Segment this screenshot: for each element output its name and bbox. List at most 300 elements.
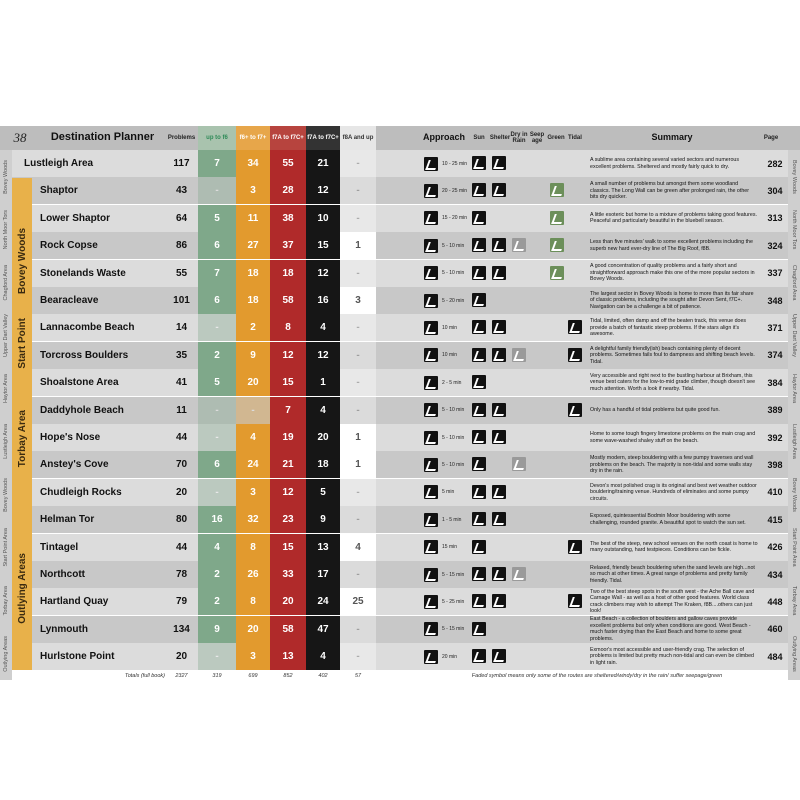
walker-icon xyxy=(424,266,438,280)
cell-g3: 12 xyxy=(270,342,306,369)
totals-row xyxy=(12,671,788,681)
shelter-icon xyxy=(492,649,506,663)
cell-g3: 37 xyxy=(270,232,306,259)
cell-g3: 20 xyxy=(270,588,306,615)
side-tab-label: North Moor Tors xyxy=(791,209,797,250)
approach-cell xyxy=(420,643,468,670)
side-tab-7[interactable] xyxy=(788,521,800,574)
cell-g4: 4 xyxy=(306,397,340,424)
cell-g2: 4 xyxy=(236,424,270,451)
crag-name: Chudleigh Rocks xyxy=(40,486,122,498)
header-problems: Problems xyxy=(167,134,196,141)
page-ref[interactable]: 484 xyxy=(767,651,783,662)
cell-g1: 5 xyxy=(198,369,236,396)
side-tab-4[interactable] xyxy=(0,362,12,415)
cell-g5: - xyxy=(340,205,376,232)
crag-name: Lannacombe Beach xyxy=(40,322,135,334)
cell-g2: 8 xyxy=(236,534,270,561)
cell-g2: 8 xyxy=(236,588,270,615)
tidal-icon xyxy=(568,403,582,417)
header-shelter: Shelter xyxy=(489,134,511,141)
page-ref[interactable]: 448 xyxy=(767,596,783,607)
page-ref[interactable]: 398 xyxy=(767,459,783,470)
approach-cell xyxy=(420,177,468,204)
crag-name: Lynmouth xyxy=(40,623,88,635)
cell-g2: 3 xyxy=(236,479,270,506)
crag-name: Shoalstone Area xyxy=(40,377,119,389)
shelter-icon xyxy=(492,512,506,526)
page-ref[interactable]: 371 xyxy=(767,322,783,333)
cell-problems: 43 xyxy=(175,185,188,197)
cell-g2: 2 xyxy=(236,314,270,341)
crag-name: Rock Copse xyxy=(40,240,98,252)
approach-time: 5 - 15 min xyxy=(442,571,465,578)
totals-grade-5: 57 xyxy=(354,673,362,679)
cell-g1: 5 xyxy=(198,205,236,232)
cell-g5: - xyxy=(340,314,376,341)
page-ref[interactable]: 415 xyxy=(767,514,783,525)
side-tab-3[interactable] xyxy=(0,309,12,362)
tidal-icon xyxy=(568,320,582,334)
approach-time: 10 - 25 min xyxy=(442,160,468,167)
summary-text: A sublime area containing several varied sectors and numerous excellent problems. Sheltered and mostly fairly quick to dry. xyxy=(590,157,739,170)
table-row xyxy=(12,205,788,232)
side-tab-6[interactable] xyxy=(788,468,800,521)
cell-g3: 58 xyxy=(270,616,306,643)
side-tab-0[interactable] xyxy=(0,150,12,203)
header-summary: Summary xyxy=(651,132,693,143)
page-ref[interactable]: 434 xyxy=(767,569,783,580)
sun-icon xyxy=(472,375,486,389)
cell-g3: 15 xyxy=(270,534,306,561)
header-grade-5: f8A and up xyxy=(340,126,376,150)
approach-cell xyxy=(420,479,468,506)
cell-g4: 18 xyxy=(306,451,340,478)
summary-text: Very accessible and right next to the bustling harbour at Brixham, this venue best caters for the low-to-mid grade climber, though doesn't see much attention. Worth a look if nearby. Tidal. xyxy=(590,373,756,392)
header-seepage: Seep age xyxy=(529,131,545,144)
summary-text: East Beach - a collection of boulders and gallow caves provide excellent problems but only when conditions are good. West Beach - much faster drying than the East Beach and home to some great problems. xyxy=(590,616,751,642)
summary-text: A good concentration of quality problems and a fairly short and straightforward approach make this one of the more popular sectors in Bovey Woods. xyxy=(590,263,755,283)
approach-cell xyxy=(420,342,468,369)
destination-planner-page xyxy=(0,118,800,680)
shelter-icon xyxy=(492,156,506,170)
side-tab-2[interactable] xyxy=(0,256,12,309)
walker-icon xyxy=(424,595,438,609)
approach-time: 5 min xyxy=(442,489,455,496)
shelter-icon xyxy=(492,266,506,280)
crag-name: Anstey's Cove xyxy=(40,459,109,471)
cell-g2: 3 xyxy=(236,643,270,670)
header-page: Page xyxy=(763,134,779,141)
tidal-icon xyxy=(568,348,582,362)
page-ref[interactable]: 460 xyxy=(767,624,783,635)
totals-label: Totals (full book) xyxy=(124,673,165,679)
cell-g1: - xyxy=(198,177,236,204)
side-tab-5[interactable] xyxy=(0,415,12,468)
side-tab-label: North Moor Tors xyxy=(3,209,9,250)
summary-text: The largest sector in Bovey Woods is home to more than its fair share of classic problems, including the sought after Devon Sent, f7C+. Navigation can be a challenge a bit of patience. xyxy=(590,290,754,310)
approach-time: 20 - 25 min xyxy=(442,187,468,194)
green-icon xyxy=(550,266,564,280)
cell-g3: 21 xyxy=(270,451,306,478)
cell-g1: 16 xyxy=(198,506,236,533)
table-row xyxy=(12,588,788,615)
walker-icon xyxy=(424,239,438,253)
table-header xyxy=(0,126,800,150)
page-ref[interactable]: 337 xyxy=(767,268,783,279)
shelter-icon xyxy=(492,567,506,581)
cell-g5: - xyxy=(340,643,376,670)
shelter-icon xyxy=(492,238,506,252)
cell-g4: 12 xyxy=(306,177,340,204)
cell-g4: 24 xyxy=(306,588,340,615)
side-tab-2[interactable] xyxy=(788,256,800,309)
crag-name: Tintagel xyxy=(40,541,79,553)
sun-icon xyxy=(472,622,486,636)
side-tab-1[interactable] xyxy=(788,203,800,256)
cell-g2: 20 xyxy=(236,616,270,643)
walker-icon xyxy=(424,294,438,308)
shelter-icon xyxy=(492,183,506,197)
shelter-icon xyxy=(492,403,506,417)
summary-text: A little esoteric but home to a mixture of problems taking good features. Peaceful and particularly beautiful in the bluebell season. xyxy=(590,211,757,225)
page-ref[interactable]: 426 xyxy=(767,542,783,553)
header-grade-2: f6+ to f7+ xyxy=(236,126,270,150)
cell-g5: - xyxy=(340,561,376,588)
side-tab-label: Torbay Area xyxy=(791,585,797,616)
sun-icon xyxy=(472,567,486,581)
cell-g1: - xyxy=(198,479,236,506)
cell-g1: 6 xyxy=(198,232,236,259)
cell-g4: 21 xyxy=(306,150,340,177)
green-icon xyxy=(550,183,564,197)
header-grade-1: up to f6 xyxy=(198,126,236,150)
page-ref[interactable]: 410 xyxy=(767,487,783,498)
walker-icon xyxy=(424,485,438,499)
side-tab-3[interactable] xyxy=(788,309,800,362)
shelter-icon xyxy=(492,430,506,444)
cell-g3: 33 xyxy=(270,561,306,588)
tidal-icon xyxy=(568,594,582,608)
sun-icon xyxy=(472,512,486,526)
cell-problems: 134 xyxy=(173,623,190,635)
cell-g1: - xyxy=(198,397,236,424)
walker-icon xyxy=(424,431,438,445)
table-row xyxy=(12,616,788,643)
cell-g1: 9 xyxy=(198,616,236,643)
cell-g5: - xyxy=(340,150,376,177)
side-tab-label: Chagford Area xyxy=(791,264,797,301)
walker-icon xyxy=(424,211,438,225)
cell-g5: - xyxy=(340,342,376,369)
page-ref[interactable]: 324 xyxy=(767,240,783,251)
page-ref[interactable]: 304 xyxy=(767,185,783,196)
cell-g5: - xyxy=(340,260,376,287)
cell-g3: 13 xyxy=(270,643,306,670)
cell-g5: 1 xyxy=(340,232,376,259)
cell-problems: 41 xyxy=(175,377,188,389)
approach-time: 15 - 20 min xyxy=(442,215,468,222)
approach-time: 5 - 25 min xyxy=(442,598,465,605)
approach-time: 10 min xyxy=(442,352,458,359)
table-row xyxy=(12,287,788,314)
cell-g3: 12 xyxy=(270,479,306,506)
cell-g1: 2 xyxy=(198,342,236,369)
side-tab-4[interactable] xyxy=(788,362,800,415)
side-tab-0[interactable] xyxy=(788,150,800,203)
cell-problems: 11 xyxy=(176,404,187,416)
cell-g5: - xyxy=(340,397,376,424)
side-tab-6[interactable] xyxy=(0,468,12,521)
side-tab-label: Bovey Woods xyxy=(3,477,9,512)
cell-problems: 64 xyxy=(175,212,188,224)
crag-name: Lower Shaptor xyxy=(40,212,111,224)
header-tidal: Tidal xyxy=(568,134,582,141)
side-tab-label: Outlying Areas xyxy=(791,635,797,672)
side-tab-label: Chagford Area xyxy=(3,264,9,301)
crag-name: Hope's Nose xyxy=(40,432,101,443)
table-row xyxy=(12,424,788,451)
cell-problems: 35 xyxy=(175,349,188,361)
totals-grade-3: 852 xyxy=(283,673,293,679)
walker-icon xyxy=(424,348,438,362)
approach-time: 5 - 10 min xyxy=(442,242,465,249)
page-ref[interactable]: 313 xyxy=(767,213,783,224)
cell-problems: 44 xyxy=(175,541,188,553)
cell-problems: 20 xyxy=(175,651,188,663)
table-row xyxy=(12,397,788,424)
walker-icon xyxy=(424,513,438,527)
side-tab-1[interactable] xyxy=(0,203,12,256)
cell-g4: 10 xyxy=(306,205,340,232)
cell-g2: 3 xyxy=(236,177,270,204)
summary-text: Relaxed, friendly beach bouldering when the sand levels are high...not so much at other times. A great range of problems and pretty family friendly. Tidal. xyxy=(590,564,755,584)
table-row xyxy=(12,314,788,341)
page-ref[interactable]: 374 xyxy=(767,350,783,361)
walker-icon xyxy=(424,184,438,198)
sun-icon xyxy=(472,238,486,252)
page-ref[interactable]: 348 xyxy=(767,295,783,306)
side-tab-label: Lustleigh Area xyxy=(3,424,9,459)
header-approach: Approach xyxy=(422,132,465,143)
left-side-tabs xyxy=(0,150,12,680)
approach-cell xyxy=(420,588,468,615)
dry-in-rain-icon xyxy=(512,348,526,362)
cell-g3: 19 xyxy=(270,424,306,451)
table-row xyxy=(12,643,788,670)
cell-g3: 28 xyxy=(270,177,306,204)
header-grade-3: f7A to f7C+ xyxy=(270,126,306,150)
header-dry-in-rain: Dry in Rain xyxy=(510,131,528,144)
side-tab-label: Start Point Area xyxy=(3,528,9,567)
approach-time: 20 min xyxy=(442,653,458,660)
approach-cell xyxy=(420,506,468,533)
side-tab-7[interactable] xyxy=(0,521,12,574)
side-tab-label: Upper Dart Valley xyxy=(3,314,9,357)
walker-icon xyxy=(424,650,438,664)
cell-g3: 8 xyxy=(270,314,306,341)
crag-name: Daddyhole Beach xyxy=(40,404,124,416)
cell-problems: 14 xyxy=(175,322,188,334)
walker-icon xyxy=(424,568,438,582)
cell-g2: 32 xyxy=(236,506,270,533)
cell-g5: 1 xyxy=(340,424,376,451)
cell-problems: 101 xyxy=(173,295,190,306)
cell-g4: 20 xyxy=(306,424,340,451)
header-grade-4: f7A to f7C+ xyxy=(306,126,340,150)
side-tab-8[interactable] xyxy=(0,574,12,627)
cell-g2: 26 xyxy=(236,561,270,588)
approach-time: 5 - 20 min xyxy=(442,297,465,304)
cell-g2: 18 xyxy=(236,260,270,287)
header-green: Green xyxy=(547,134,565,141)
table-row xyxy=(12,451,788,478)
totals-grade-2: 699 xyxy=(248,673,258,679)
shelter-icon xyxy=(492,320,506,334)
cell-g5: - xyxy=(340,479,376,506)
approach-cell xyxy=(420,369,468,396)
walker-icon xyxy=(424,622,438,636)
sun-icon xyxy=(472,211,486,225)
cell-g4: 47 xyxy=(306,616,340,643)
cell-g1: 2 xyxy=(198,561,236,588)
sun-icon xyxy=(472,266,486,280)
cell-g3: 55 xyxy=(270,150,306,177)
table-row xyxy=(12,177,788,204)
summary-text: Only has a handful of tidal problems but quite good fun. xyxy=(590,406,720,413)
walker-icon xyxy=(424,321,438,335)
header-sun: Sun xyxy=(473,134,485,141)
cell-g2: 9 xyxy=(236,342,270,369)
cell-g1: 6 xyxy=(198,287,236,314)
totals-grade-4: 402 xyxy=(318,673,328,679)
walker-icon xyxy=(424,458,438,472)
side-tab-label: Haytor Area xyxy=(3,373,9,404)
cell-g1: 2 xyxy=(198,588,236,615)
table-row xyxy=(12,342,788,369)
approach-time: 5 - 10 min xyxy=(442,270,465,277)
crag-name: Lustleigh Area xyxy=(24,158,94,169)
dry-in-rain-icon xyxy=(512,238,526,252)
sun-icon xyxy=(472,403,486,417)
cell-g2: - xyxy=(236,397,270,424)
green-icon xyxy=(550,211,564,225)
cell-g1: 6 xyxy=(198,451,236,478)
summary-text: Less than five minutes' walk to some excellent problems including the superb new hard ever-dry line of The Big Roof, f8B. xyxy=(590,239,753,252)
crag-name: Shaptor xyxy=(40,185,78,197)
table-row xyxy=(12,506,788,533)
side-tab-label: Start Point Area xyxy=(791,528,797,567)
side-tab-5[interactable] xyxy=(788,415,800,468)
shelter-icon xyxy=(492,485,506,499)
cell-problems: 117 xyxy=(173,158,190,169)
page-ref[interactable]: 392 xyxy=(767,432,783,443)
cell-g2: 11 xyxy=(236,205,270,232)
side-tab-9[interactable] xyxy=(788,627,800,680)
cell-g1: 7 xyxy=(198,150,236,177)
approach-time: 5 - 10 min xyxy=(442,461,465,468)
cell-g5: 1 xyxy=(340,451,376,478)
area-label-start-point: Start Point xyxy=(12,315,32,371)
table-row xyxy=(12,561,788,588)
cell-g3: 23 xyxy=(270,506,306,533)
side-tab-8[interactable] xyxy=(788,574,800,627)
table-row xyxy=(12,260,788,287)
approach-time: 2 - 5 min xyxy=(442,379,462,386)
shelter-icon xyxy=(492,594,506,608)
side-tab-label: Bovey Woods xyxy=(791,159,797,194)
cell-g5: 25 xyxy=(340,588,376,615)
approach-cell xyxy=(420,150,468,177)
cell-g3: 38 xyxy=(270,205,306,232)
approach-time: 1 - 5 min xyxy=(442,516,462,523)
cell-g2: 24 xyxy=(236,451,270,478)
crag-name: Hurlstone Point xyxy=(40,651,115,663)
cell-g1: - xyxy=(198,643,236,670)
approach-time: 5 - 10 min xyxy=(442,407,465,414)
page-number: 38 xyxy=(13,130,27,146)
approach-cell xyxy=(420,451,468,478)
summary-text: The best of the steep, new school venues on the north coast is home to many outstanding, hard testpieces. Conditions can be fickle. xyxy=(590,540,758,554)
dry-in-rain-icon xyxy=(512,567,526,581)
cell-problems: 55 xyxy=(175,267,188,279)
right-side-tabs xyxy=(788,150,800,680)
summary-text: Mostly modern, steep bouldering with a few pumpy traverses and wall problems on the beach. The majority is non-tidal and some walls stay dry in the rain. xyxy=(590,455,754,475)
approach-cell xyxy=(420,534,468,561)
approach-time: 5 - 10 min xyxy=(442,434,465,441)
approach-cell xyxy=(420,287,468,314)
sun-icon xyxy=(472,649,486,663)
cell-problems: 70 xyxy=(175,459,188,471)
cell-g1: 4 xyxy=(198,534,236,561)
page-ref[interactable]: 282 xyxy=(767,158,783,169)
approach-cell xyxy=(420,397,468,424)
summary-text: Exmoor's most accessible and user-friendly crag. The selection of problems is limited but pretty much non-tidal and can even be climbed in light rain. xyxy=(590,647,754,666)
cell-g4: 16 xyxy=(306,287,340,314)
side-tab-label: Upper Dart Valley xyxy=(791,314,797,357)
cell-g4: 12 xyxy=(306,260,340,287)
walker-icon xyxy=(424,376,438,390)
side-tab-label: Haytor Area xyxy=(791,373,797,404)
summary-text: Exposed, quintessential Bodmin Moor bouldering with some challenging, rounded granite. A beautiful spot to watch the sun set. xyxy=(590,513,746,526)
cell-g4: 17 xyxy=(306,561,340,588)
cell-g3: 15 xyxy=(270,369,306,396)
cell-g5: - xyxy=(340,616,376,643)
totals-grade-1: 319 xyxy=(212,673,222,679)
table-row xyxy=(12,232,788,259)
approach-cell xyxy=(420,260,468,287)
cell-problems: 86 xyxy=(175,240,188,252)
sun-icon xyxy=(472,594,486,608)
tidal-icon xyxy=(568,540,582,554)
table-row xyxy=(12,534,788,561)
crag-name: Stonelands Waste xyxy=(40,267,126,279)
cell-g2: 34 xyxy=(236,150,270,177)
summary-text: A delightful family friendly(ish) beach containing plenty of decent problems. Sometimes fails foul to dampness and shifting beach levels. Tidal. xyxy=(590,345,755,365)
sun-icon xyxy=(472,430,486,444)
approach-time: 15 min xyxy=(442,544,458,551)
page-ref[interactable]: 384 xyxy=(767,377,783,388)
cell-problems: 20 xyxy=(175,486,188,498)
sun-icon xyxy=(472,156,486,170)
page-ref[interactable]: 389 xyxy=(767,405,783,416)
page-title: Destination Planner xyxy=(50,131,155,144)
side-tab-9[interactable] xyxy=(0,627,12,680)
cell-g4: 5 xyxy=(306,479,340,506)
summary-text: Tidal, limited, often damp and off the beaten track, this venue does provide a batch of fantastic steep problems. If the stars align it's awesome. xyxy=(590,318,747,338)
side-tab-label: Lustleigh Area xyxy=(791,424,797,459)
approach-cell xyxy=(420,205,468,232)
